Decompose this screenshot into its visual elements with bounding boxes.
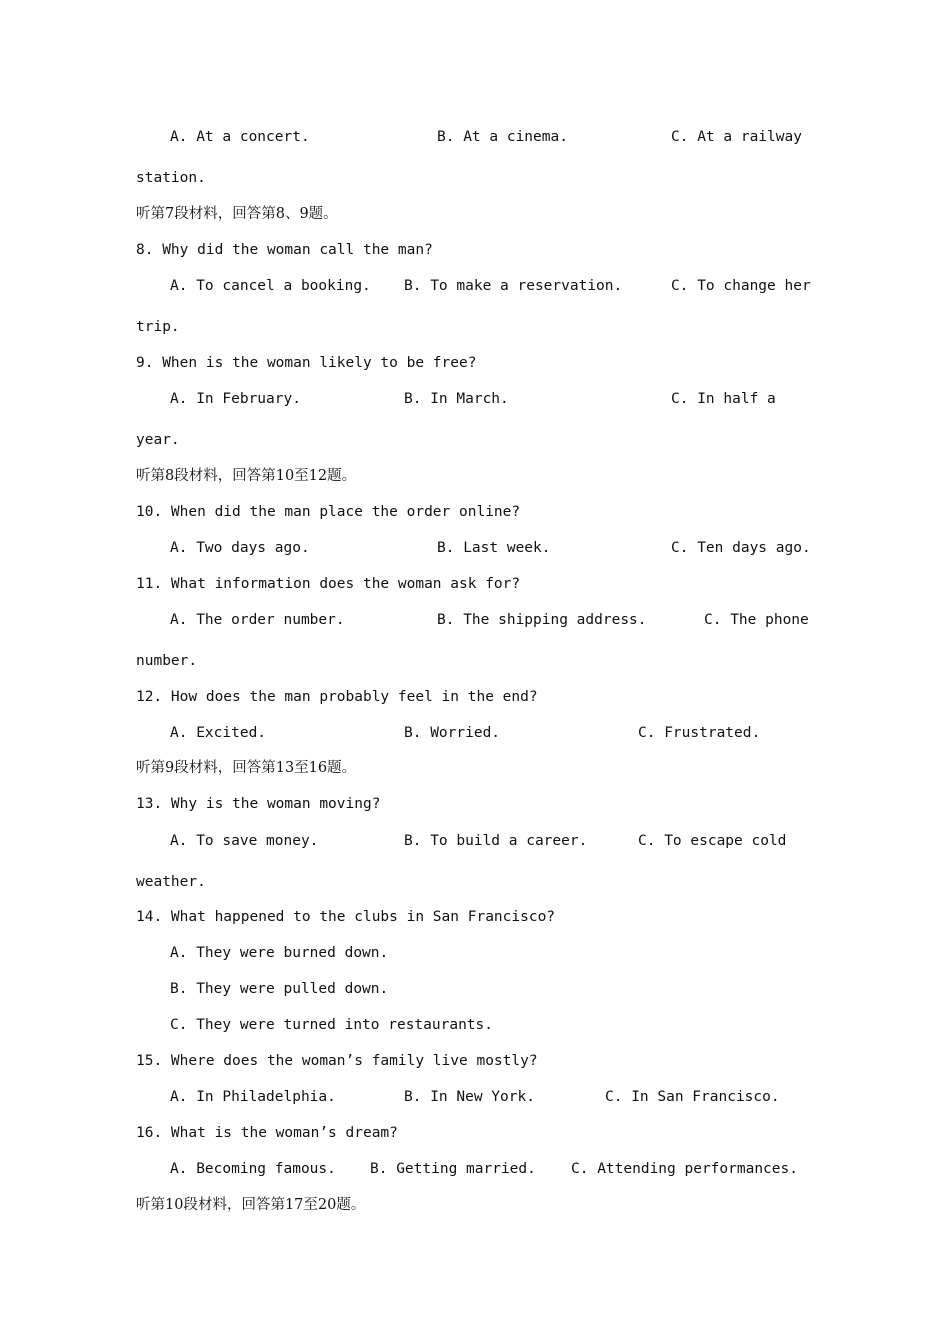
section-8-instruction: 听第8段材料，回答第10至12题。 (136, 468, 357, 484)
q9-option-c-continued: year. (136, 432, 180, 448)
q13-option-c: C. To escape cold (638, 833, 787, 849)
q14-stem: 14. What happened to the clubs in San Francisco? (136, 909, 556, 925)
q9-option-b: B. In March. (404, 391, 509, 407)
q12-option-c: C. Frustrated. (638, 725, 761, 741)
q7-option-c: C. At a railway (671, 129, 802, 145)
q15-stem: 15. Where does the woman’s family live mostly? (136, 1053, 538, 1069)
q16-option-c: C. Attending performances. (571, 1161, 798, 1177)
q14-option-c: C. They were turned into restaurants. (170, 1017, 494, 1033)
q8-option-a: A. To cancel a booking. (170, 278, 371, 294)
section-9-instruction: 听第9段材料，回答第13至16题。 (136, 760, 357, 776)
q16-option-a: A. Becoming famous. (170, 1161, 336, 1177)
q12-option-a: A. Excited. (170, 725, 267, 741)
q13-option-a: A. To save money. (170, 833, 319, 849)
q10-option-c: C. Ten days ago. (671, 540, 811, 556)
q13-option-c-continued: weather. (136, 874, 206, 890)
q7-option-c-continued: station. (136, 170, 206, 186)
q11-option-a: A. The order number. (170, 612, 345, 628)
q12-stem: 12. How does the man probably feel in the end? (136, 689, 538, 705)
q7-option-b: B. At a cinema. (437, 129, 568, 145)
q8-stem: 8. Why did the woman call the man? (136, 242, 433, 258)
q13-option-b: B. To build a career. (404, 833, 588, 849)
q10-option-b: B. Last week. (437, 540, 551, 556)
q12-option-b: B. Worried. (404, 725, 501, 741)
q9-option-a: A. In February. (170, 391, 301, 407)
q11-option-c: C. The phone (704, 612, 809, 628)
q13-stem: 13. Why is the woman moving? (136, 796, 381, 812)
q14-option-b: B. They were pulled down. (170, 981, 389, 997)
section-7-instruction: 听第7段材料，回答第8、9题。 (136, 206, 338, 222)
q16-option-b: B. Getting married. (370, 1161, 536, 1177)
q10-stem: 10. When did the man place the order online? (136, 504, 521, 520)
q15-option-b: B. In New York. (404, 1089, 535, 1105)
q14-option-a: A. They were burned down. (170, 945, 389, 961)
section-10-instruction: 听第10段材料，回答第17至20题。 (136, 1197, 366, 1213)
q11-option-c-continued: number. (136, 653, 198, 669)
q15-option-a: A. In Philadelphia. (170, 1089, 336, 1105)
q15-option-c: C. In San Francisco. (605, 1089, 780, 1105)
q9-stem: 9. When is the woman likely to be free? (136, 355, 477, 371)
q7-option-a: A. At a concert. (170, 129, 310, 145)
q10-option-a: A. Two days ago. (170, 540, 310, 556)
q8-option-c-continued: trip. (136, 319, 180, 335)
q16-stem: 16. What is the woman’s dream? (136, 1125, 398, 1141)
q8-option-c: C. To change her (671, 278, 811, 294)
q11-stem: 11. What information does the woman ask for? (136, 576, 521, 592)
q11-option-b: B. The shipping address. (437, 612, 647, 628)
q9-option-c: C. In half a (671, 391, 776, 407)
q8-option-b: B. To make a reservation. (404, 278, 623, 294)
